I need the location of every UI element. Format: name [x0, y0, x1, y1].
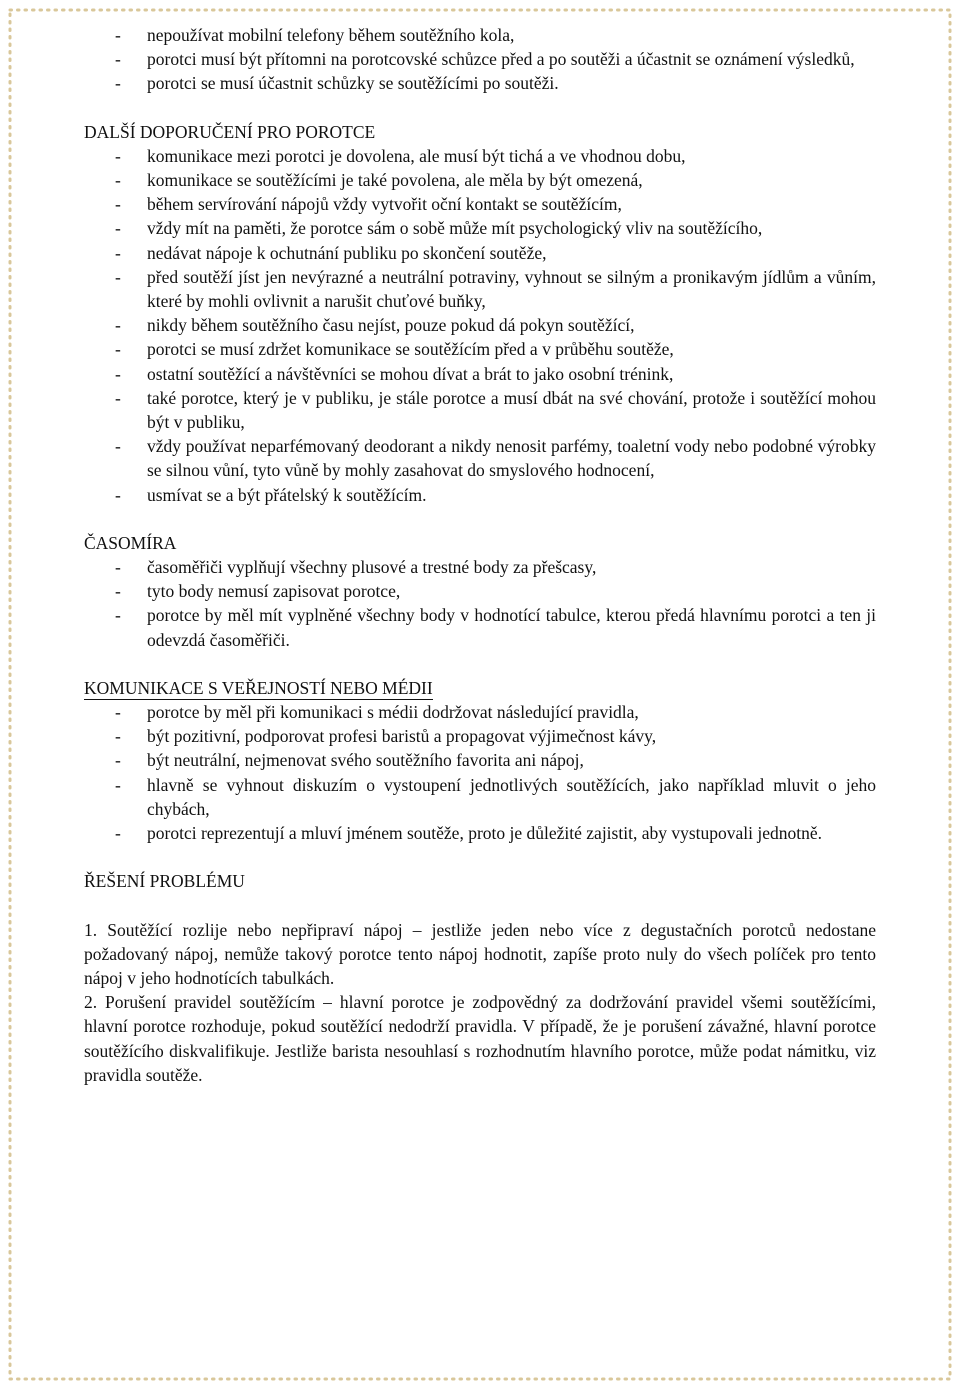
list-marker: -: [115, 49, 121, 70]
spacer: [84, 894, 876, 918]
list-marker: -: [115, 484, 121, 505]
list-item: - porotce by měl při komunikaci s médii dodržovat následující pravidla,: [84, 700, 876, 724]
list-marker: -: [115, 194, 121, 215]
list-marker: -: [115, 702, 121, 723]
list-marker: -: [115, 242, 121, 263]
list-marker: -: [115, 823, 121, 844]
section-heading-porotce: DALŠÍ DOPORUČENÍ PRO POROTCE: [84, 121, 376, 142]
list-item: - být neutrální, nejmenovat svého soutěžního favorita ani nápoj,: [84, 748, 876, 772]
list-item: - usmívat se a být přátelský k soutěžícím.: [84, 483, 876, 507]
document-body: [84, 23, 876, 1087]
list-item: - komunikace mezi porotci je dovolena, ale musí být tichá a ve vhodnou dobu,: [84, 144, 876, 168]
komunikace-list: [84, 700, 876, 845]
list-marker: -: [115, 363, 121, 384]
list-marker: -: [115, 315, 121, 336]
list-item: - během servírování nápojů vždy vytvořit oční kontakt se soutěžícím,: [84, 192, 876, 216]
list-item: - komunikace se soutěžícími je také povolena, ale měla by být omezená,: [84, 168, 876, 192]
list-item: - porotci musí být přítomni na porotcovské schůzce před a po soutěži a účastnit se oznámení výsledků,: [84, 47, 876, 71]
list-item: - porotci se musí účastnit schůzky se soutěžícími po soutěži.: [84, 71, 876, 95]
section-heading-komunikace: [84, 676, 876, 700]
section-heading-reseni: ŘEŠENÍ PROBLÉMU: [84, 871, 245, 892]
list-item: - vždy používat neparfémovaný deodorant a nikdy nenosit parfémy, toaletní vody nebo podobné výrobky se silnou vůní, tyto vůně by mohly zasahovat do smyslového hodnocení,: [115, 436, 876, 481]
list-item: - porotci reprezentují a mluví jménem soutěže, proto je důležité zajistit, aby vystupovali jednotně.: [84, 821, 876, 845]
list-item: - vždy mít na paměti, že porotce sám o sobě může mít psychologický vliv na soutěžícího,: [84, 216, 876, 240]
list-marker: -: [115, 581, 121, 602]
section-heading-casomira: ČASOMÍRA: [84, 532, 177, 553]
list-item: - časoměřiči vyplňují všechny plusové a trestné body za přešcasy,: [84, 555, 876, 579]
list-item: - nikdy během soutěžního času nejíst, pouze pokud dá pokyn soutěžící,: [84, 313, 876, 337]
list-marker: -: [115, 218, 121, 239]
list-item: - před soutěží jíst jen nevýrazné a neutrální potraviny, vyhnout se silným a pronikavým jídlům a vůním, které by mohli ovlivnit a narušit chuťové buňky,: [115, 266, 876, 312]
list-marker: -: [115, 726, 121, 747]
list-item: - hlavně se vyhnout diskuzím o vystoupení jednotlivých soutěžících, jako například mluvit o jeho chybách,: [115, 774, 876, 819]
underlined-heading-text: KOMUNIKACE S VEŘEJNOSTÍ NEBO MÉDII: [84, 677, 433, 698]
casomira-list: [84, 555, 876, 652]
list-marker: -: [115, 73, 121, 94]
list-item: - být pozitivní, podporovat profesi baristů a propagovat výjimečnost kávy,: [84, 724, 876, 748]
list-item: - také porotce, který je v publiku, je stále porotce a musí dbát na své chování, protože i soutěžící mohou být v publiku,: [115, 387, 876, 433]
list-item: - porotce by měl mít vyplněné všechny body v hodnotící tabulce, kterou předá hlavnímu porotci a ten ji odevzdá časoměřiči.: [115, 605, 876, 650]
list-marker: -: [115, 387, 121, 408]
list-marker: -: [115, 436, 121, 457]
list-marker: -: [115, 557, 121, 578]
list-item: - porotci se musí zdržet komunikace se soutěžícím před a v průběhu soutěže,: [84, 337, 876, 361]
list-marker: -: [115, 266, 121, 287]
list-marker: -: [115, 605, 121, 626]
paragraph: 2. Porušení pravidel soutěžícím – hlavní porotce je zodpovědný za dodržování pravidel všemi soutěžícími, hlavní porotce rozhoduje, pokud soutěžící nedodrží pravidla. V případě, že je porušení závažné, hlavní porotce soutěžícího diskvalifikuje. Jestliže barista nesouhlasí s rozhodnutím hlavního porotce, může podat námitku, viz pravidla soutěže.: [84, 992, 876, 1085]
list-marker: -: [115, 170, 121, 191]
list-item: - ostatní soutěžící a návštěvníci se mohou dívat a brát to jako osobní trénink,: [84, 362, 876, 386]
list-marker: -: [115, 774, 121, 795]
list-marker: -: [115, 25, 121, 45]
list-item: - nedávat nápoje k ochutnání publiku po skončení soutěže,: [84, 241, 876, 265]
porotce-list: [84, 144, 876, 507]
list-marker: -: [115, 750, 121, 771]
list-item: - tyto body nemusí zapisovat porotce,: [84, 579, 876, 603]
top-list: [84, 23, 876, 96]
list-marker: -: [115, 339, 121, 360]
list-item: - nepoužívat mobilní telefony během soutěžního kola,: [84, 23, 876, 47]
paragraph: 1. Soutěžící rozlije nebo nepřipraví nápoj – jestliže jeden nebo více z degustačních porotců nedostane požadovaný nápoj, nemůže takový porotce tento nápoj hodnotit, zapíše proto nuly do všech políček pro tento nápoj v jeho hodnotících tabulkách.: [84, 919, 876, 988]
list-marker: -: [115, 145, 121, 166]
